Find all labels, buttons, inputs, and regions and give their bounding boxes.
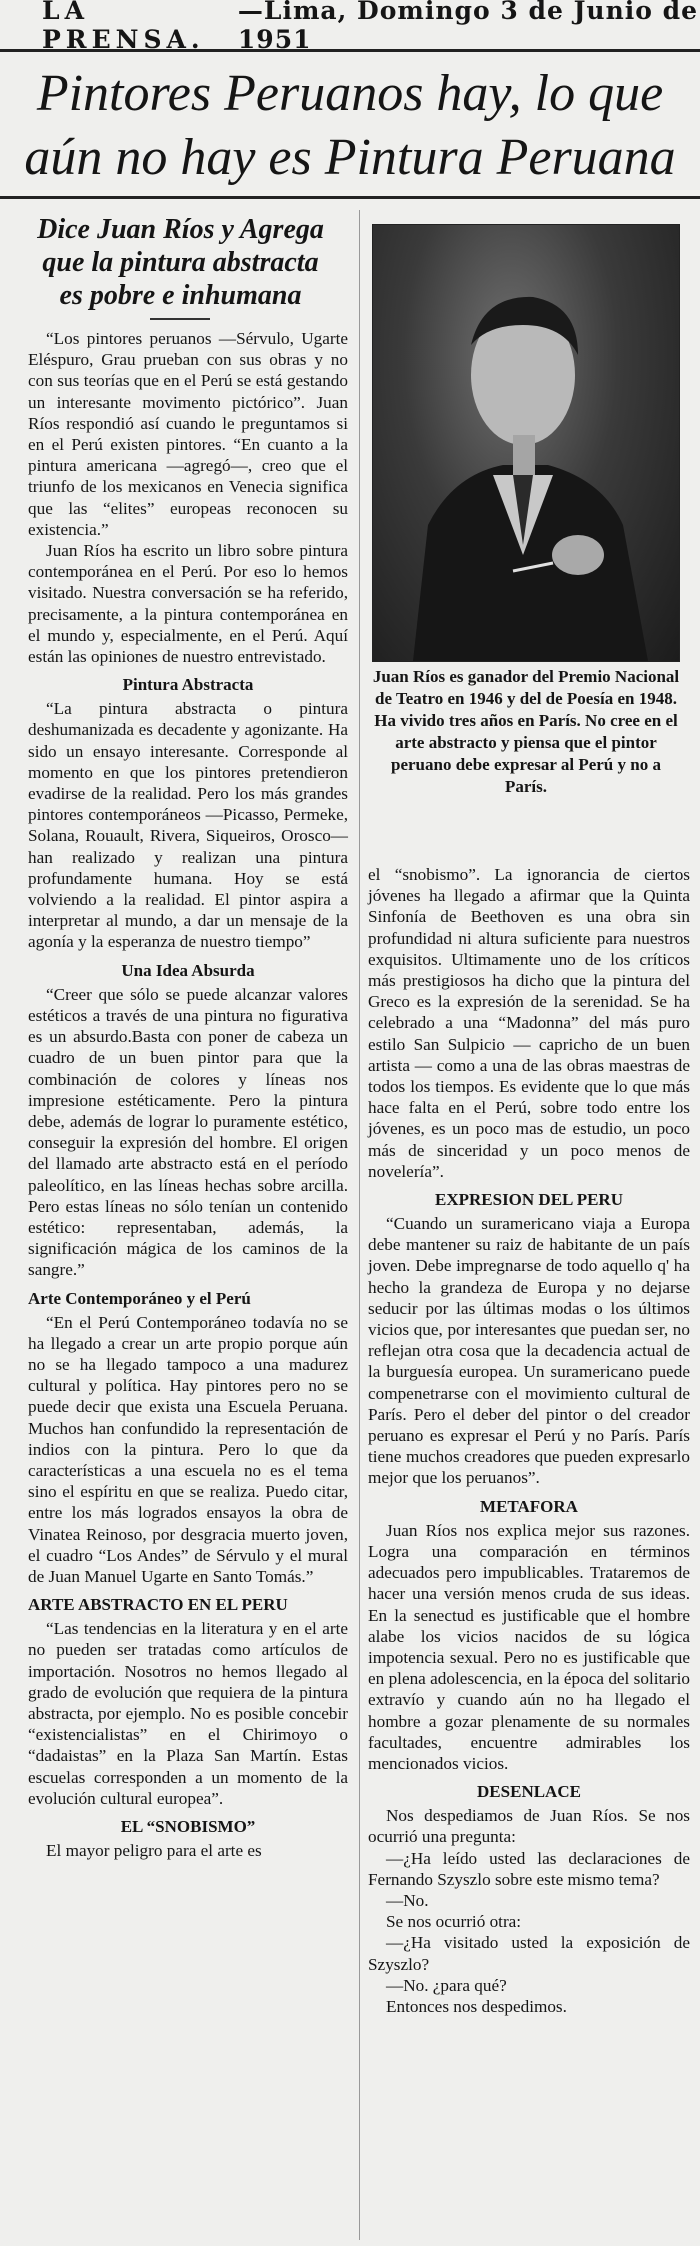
column-separator bbox=[359, 210, 360, 2240]
newspaper-name: LA PRENSA. bbox=[42, 0, 205, 54]
deck bbox=[8, 213, 353, 312]
article-column-2 bbox=[368, 864, 690, 2017]
intro-paragraph-2: Juan Ríos ha escrito un libro sobre pintura contemporánea en el Perú. Por eso lo hemos visitado. Nuestra conversación se ha referido, precisamente, a la pintura contemporánea en el mundo y, especialmente, en el Perú. Aquí están las opiniones de nuestro entrevistado. bbox=[28, 541, 348, 667]
abstracta-paragraph: “La pintura abstracta o pintura deshumanizada es decadente y agonizante. Ha sido un ensayo interesante. Corresponde al momento en que los pintores pretendieron evadirse de la realidad. Pero los más grandes pintores contemporáneos —Picasso, Permeke, Solana, Rouault, Rivera, Siqueiros, Orosco— han realizado y realizan una pintura profundamente humana. Hoy se está volviendo a la realidad. El pintor aspira a interpretar al mundo, a dar un mensaje de la agonía y la esperanza de nuestro tiempo” bbox=[28, 699, 348, 952]
snobismo-paragraph-continued: el “snobismo”. La ignorancia de ciertos jóvenes ha llegado a afirmar que la Quinta Sinfonía de Beethoven es una obra sin profundidad ni altura suficiente para nuestros exquisitos. Ultimamente uno de los críticos más prestigiosos ha dicho que la pintura del Greco es la expresión de la serenidad. Se ha celebrado a una “Madonna” del más puro estilo San Sulpicio — capricho de un buen artista — como a una de las obras maestras de todos los tiempos. Es evidente que lo que más hace falta en el Perú, sobre todo entre los jóvenes, es un poco mas de estudio, un poco más de sinceridad y un poco menos de novelería”. bbox=[368, 865, 690, 1181]
contemporaneo-paragraph: “En el Perú Contemporáneo todavía no se ha llegado a crear un arte propio porque aún no se ha llegado tampoco a una madurez cultural y política. Hay pintores pero no se puede decir que exista una Escuela Peruana. Muchos han confundido la representación de indios con la pintura. Pero lo que da características a una escuela no es el tema sino el espíritu en que se realiza. Puedo citar, entre los más logrados ensayos la obra de Vinatea Reinoso, por desgracia muerto joven, el cuadro “Los Andes” de Sérvulo y el mural de Juan Manuel Ugarte en Santo Tomás.” bbox=[28, 1312, 348, 1586]
subhead-arte-contemporaneo: Arte Contemporáneo y el Perú bbox=[28, 1288, 251, 1308]
metafora-paragraph: Juan Ríos nos explica mejor sus razones. Logra una comparación en términos adecuados pero impublicables. Trataremos de hacer una versión menos cruda de sus ideas. En la senectud es justificable que el hombre alabe los vicios nacidos de su lógica impotencia sexual. Pero no es justificable que en plena adolescencia, en la época del solitario extravío y cuando aún no ha llegado el hombre a gozar plenamente de su normales facultades, encuentre admirables los mencionados vicios. bbox=[368, 1520, 690, 1773]
deck-line-2: que la pintura abstracta bbox=[42, 247, 319, 278]
idea-paragraph: “Creer que sólo se puede alcanzar valores estéticos a través de una pintura no figurativa es un absurdo.Basta con poner de cabeza un cuadro de un buen pintor para que la combinación de colores y líneas nos impresione estéticamente. Pero la pintura debe, además de lograr lo puramente estético, conseguir la expresión del hombre. El origen del llamado arte abstracto está en el período paleolítico, en las líneas hechas sobre arcilla. Pero estas líneas no sólo tenían un contenido estético: representaban, además, la significación mágica de los caminos de la sangre.” bbox=[28, 984, 348, 1280]
subhead-expresion-peru: EXPRESION DEL PERU bbox=[435, 1190, 623, 1210]
desenlace-question-1: —¿Ha leído usted las declaraciones de Fernando Szyszlo sobre este mismo tema? bbox=[368, 1848, 690, 1889]
deck-line-3: es pobre e inhumana bbox=[59, 280, 302, 311]
subhead-metafora: METAFORA bbox=[480, 1496, 578, 1516]
desenlace-answer-2: —No. ¿para qué? bbox=[386, 1975, 507, 1995]
headline-line-1: Pintores Peruanos hay, lo que bbox=[36, 65, 664, 122]
desenlace-question-2: —¿Ha visitado usted la exposición de Szyszlo? bbox=[368, 1933, 690, 1974]
headline-rule bbox=[0, 196, 700, 199]
subhead-idea-absurda: Una Idea Absurda bbox=[121, 960, 255, 980]
headline-line-2: aún no hay es Pintura Peruana bbox=[24, 129, 676, 186]
desenlace-closing: Entonces nos despedimos. bbox=[386, 1996, 567, 2016]
headline bbox=[0, 62, 700, 190]
deck-line-1: Dice Juan Ríos y Agrega bbox=[37, 214, 324, 245]
desenlace-answer-1: —No. bbox=[386, 1890, 429, 1910]
intro-paragraph-1: “Los pintores peruanos —Sérvulo, Ugarte Eléspuro, Grau prueban con sus obras y no con sus teorías que en el Perú se está gestando un interesante movimento pictórico”. Juan Ríos respondió así cuando le preguntamos si en el Perú existen pintores. “En cuanto a la pintura americana —agregó—, creo que el triunfo de los mexicanos en Venecia significa que las “elites” europeas reconocen su existencia.” bbox=[28, 329, 348, 539]
desenlace-paragraph-1: Nos despediamos de Juan Ríos. Se nos ocurrió una pregunta: bbox=[368, 1806, 690, 1847]
masthead bbox=[0, 0, 700, 52]
article-column-1 bbox=[28, 328, 348, 1861]
snobismo-paragraph-start: El mayor peligro para el arte es bbox=[46, 1841, 262, 1860]
dateline: —Lima, Domingo 3 de Junio de 1951 bbox=[237, 0, 699, 54]
abstracto-peru-paragraph: “Las tendencias en la literatura y en el arte no pueden ser tratadas como artículos de importación. Nosotros no hemos llegado al grado de evolución que requiera de la pintura abstracta, por ejemplo. No es posible concebir “existencialistas” en el Chirimoyo o “dadaistas” en la Plaza San Martín. Estas escuelas corresponden a un momento de la evolución cultural europea”. bbox=[28, 1619, 348, 1808]
subhead-arte-abstracto-peru: ARTE ABSTRACTO EN EL PERU bbox=[28, 1595, 288, 1615]
portrait-photo bbox=[372, 224, 680, 662]
subhead-desenlace: DESENLACE bbox=[477, 1782, 581, 1802]
subhead-pintura-abstracta: Pintura Abstracta bbox=[122, 675, 254, 695]
portrait-illustration bbox=[373, 225, 679, 661]
desenlace-paragraph-2: Se nos ocurrió otra: bbox=[386, 1912, 522, 1932]
subhead-snobismo: EL “SNOBISMO” bbox=[120, 1817, 256, 1836]
deck-rule bbox=[150, 318, 210, 320]
photo-caption: Juan Ríos es ganador del Premio Nacional de Teatro en 1946 y del de Poesía en 1948. Ha vivido tres años en París. No cree en el arte abstracto y piensa que el pintor peruano debe expresar al Perú y no a París. bbox=[372, 667, 680, 796]
expresion-paragraph: “Cuando un suramericano viaja a Europa debe mantener su raiz de habitante de un país joven. Debe impregnarse de todo aquello q' ha hecho la grandeza de Europa y no dejarse seducir por las últimas modas o los últimos vicios que, por interesantes que puedan ser, no reflejan otra cosa que la decadencia actual de la burguesía europea. Un suramericano puede compenetrarse con el movimiento cultural de París. Pero el deber del pintor o del creador peruano es expresar el Perú y no París. París tiene muchos creadores que pueden expresarlo mejor que los peruanos”. bbox=[368, 1214, 690, 1488]
